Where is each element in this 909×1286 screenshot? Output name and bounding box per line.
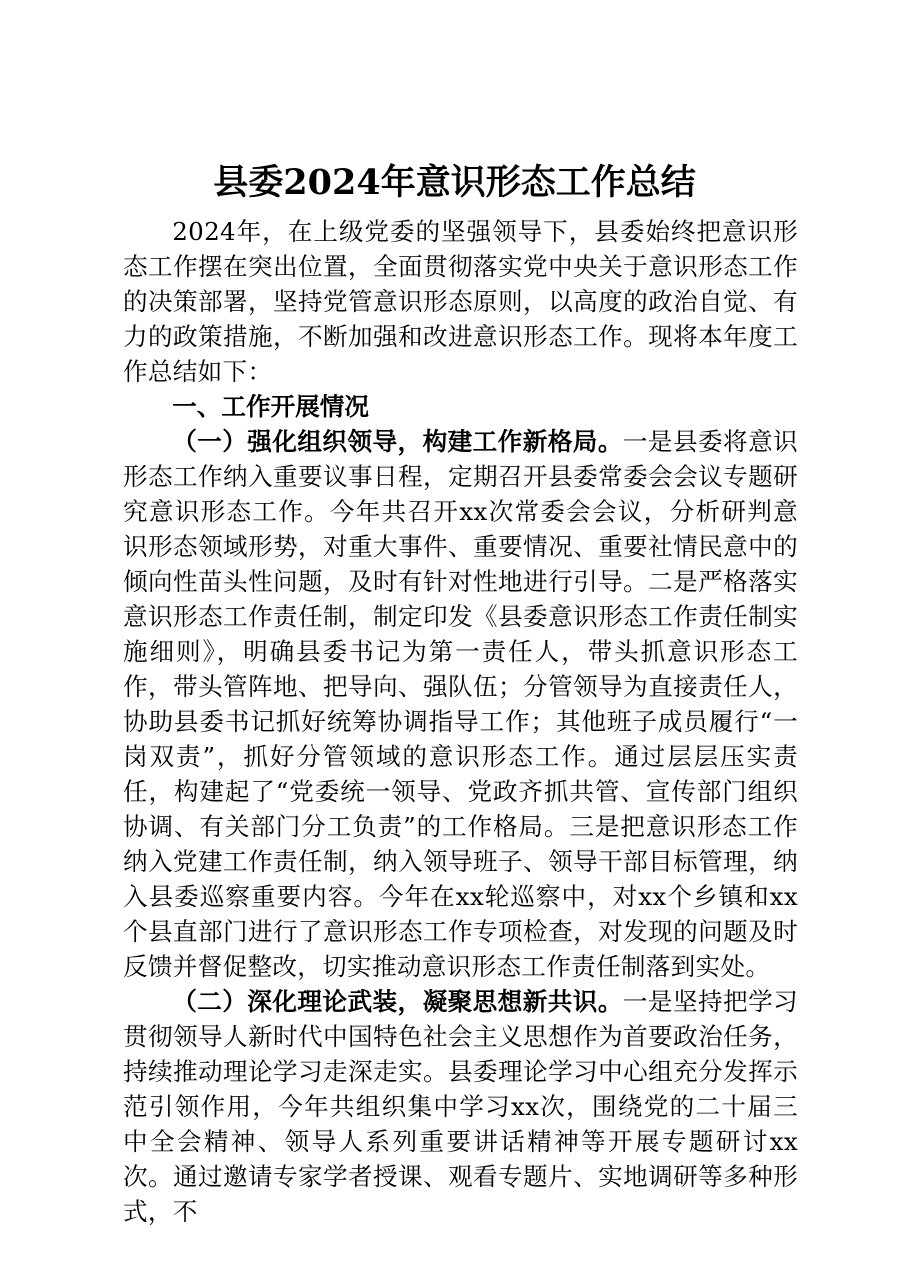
subsection-2-paragraph <box>123 984 798 1229</box>
subsection-2-body: 一是坚持把学习贯彻领导人新时代中国特色社会主义思想作为首要政治任务，持续推动理论学习走深走实。县委理论学习中心组充分发挥示范引领作用，今年共组织集中学习xx次，围绕党的二十届三中全会精神、领导人系列重要讲话精神等开展专题研讨xx次。通过邀请专家学者授课、观看专题片、实地调研等多种形式，不 <box>123 987 798 1226</box>
document-body <box>123 214 798 1229</box>
section-heading: 一、工作开展情况 <box>172 392 369 421</box>
subsection-1-lead: （一）强化组织领导，构建工作新格局。 <box>172 427 623 456</box>
document-title: 县委2024年意识形态工作总结 <box>213 162 696 203</box>
subsection-1-paragraph <box>123 424 798 984</box>
intro-paragraph: 2024年，在上级党委的坚强领导下，县委始终把意识形态工作摆在突出位置，全面贯彻落实党中央关于意识形态工作的决策部署，坚持党管意识形态原则，以高度的政治自觉、有力的政策措施，不断加强和改进意识形态工作。现将本年度工作总结如下： <box>123 217 798 386</box>
subsection-1-body: 一是县委将意识形态工作纳入重要议事日程，定期召开县委常委会会议专题研究意识形态工作。今年共召开xx次常委会会议，分析研判意识形态领域形势，对重大事件、重要情况、重要社情民意中的倾向性苗头性问题，及时有针对性地进行引导。二是严格落实意识形态工作责任制，制定印发《县委意识形态工作责任制实施细则》，明确县委书记为第一责任人，带头抓意识形态工作，带头管阵地、把导向、强队伍；分管领导为直接责任人，协助县委书记抓好统筹协调指导工作；其他班子成员履行“一岗双责”，抓好分管领域的意识形态工作。通过层层压实责任，构建起了“党委统一领导、党政齐抓共管、宣传部门组织协调、有关部门分工负责”的工作格局。三是把意识形态工作纳入党建工作责任制，纳入领导班子、领导干部目标管理，纳入县委巡察重要内容。今年在xx轮巡察中，对xx个乡镇和xx个县直部门进行了意识形态工作专项检查，对发现的问题及时反馈并督促整改，切实推动意识形态工作责任制落到实处。 <box>123 427 798 981</box>
subsection-2-lead: （二）深化理论武装，凝聚思想新共识。 <box>172 987 623 1016</box>
